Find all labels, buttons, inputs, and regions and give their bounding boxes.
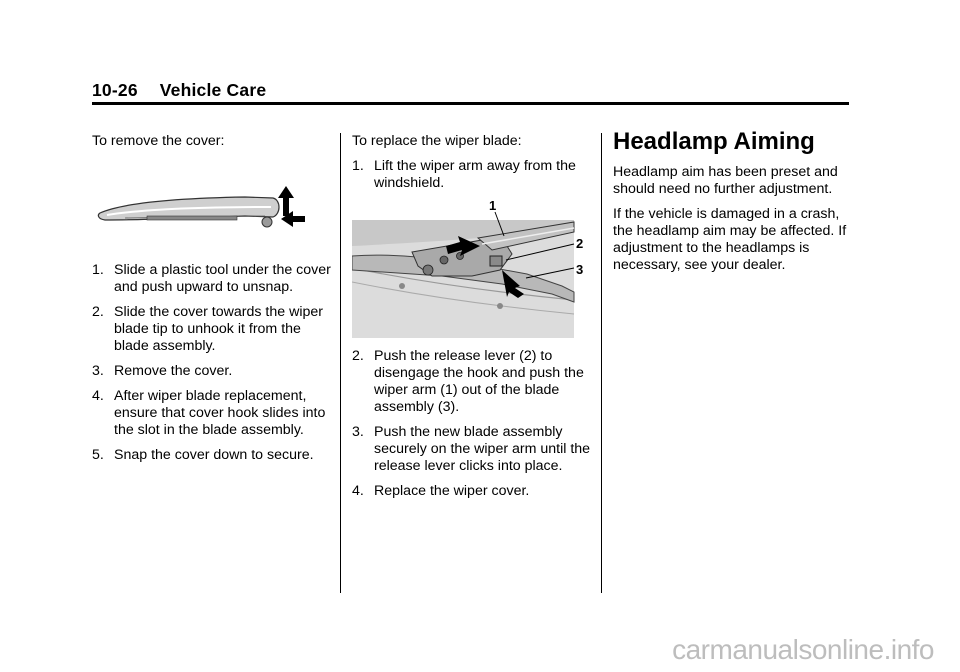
headlamp-aiming-heading: Headlamp Aiming bbox=[613, 128, 815, 155]
list-item: 1. Slide a plastic tool under the cover and push upward to unsnap. bbox=[92, 262, 331, 295]
wiper-cover-illustration bbox=[95, 180, 310, 235]
figure-label-1: 1 bbox=[489, 198, 497, 213]
list-item: 5. Snap the cover down to secure. bbox=[92, 447, 314, 463]
list-item: 2. Slide the cover towards the wiper blade tip to unhook it from the blade assembly. bbox=[92, 304, 323, 354]
list-item: 4. After wiper blade replacement, ensure that cover hook slides into the slot in the blade assembly. bbox=[92, 388, 326, 438]
replace-blade-intro: To replace the wiper blade: bbox=[352, 133, 522, 149]
list-item: 1. Lift the wiper arm away from the windshield. bbox=[352, 158, 576, 191]
remove-cover-steps bbox=[92, 262, 332, 464]
wiper-arm-illustration bbox=[352, 198, 590, 340]
list-item: 4. Replace the wiper cover. bbox=[352, 483, 530, 499]
replace-blade-step1 bbox=[352, 158, 592, 192]
headlamp-paragraph: If the vehicle is damaged in a crash, the headlamp aim may be affected. If adjustment to the headlamps is necessary, see your dealer. bbox=[613, 206, 847, 273]
list-item: 3. Push the new blade assembly securely on the wiper arm until the release lever clicks into place. bbox=[352, 424, 591, 474]
page-number: 10-26 bbox=[92, 80, 138, 100]
remove-cover-intro: To remove the cover: bbox=[92, 133, 225, 149]
column-headlamp-aiming bbox=[613, 128, 858, 282]
page-header bbox=[92, 80, 266, 101]
footer-watermark: carmanualsonline.info bbox=[672, 634, 934, 665]
column-divider-left bbox=[340, 133, 341, 593]
figure-label-3: 3 bbox=[576, 262, 584, 277]
section-title: Vehicle Care bbox=[159, 80, 267, 100]
figure-label-2: 2 bbox=[576, 236, 584, 251]
list-item: 3. Remove the cover. bbox=[92, 363, 233, 379]
header-rule bbox=[92, 102, 849, 105]
column-divider-right bbox=[601, 133, 602, 593]
replace-blade-steps bbox=[352, 348, 592, 500]
headlamp-paragraph: Headlamp aim has been preset and should need no further adjustment. bbox=[613, 164, 838, 197]
list-item: 2. Push the release lever (2) to disengage the hook and push the wiper arm (1) out of the blade assembly (3). bbox=[352, 348, 584, 415]
